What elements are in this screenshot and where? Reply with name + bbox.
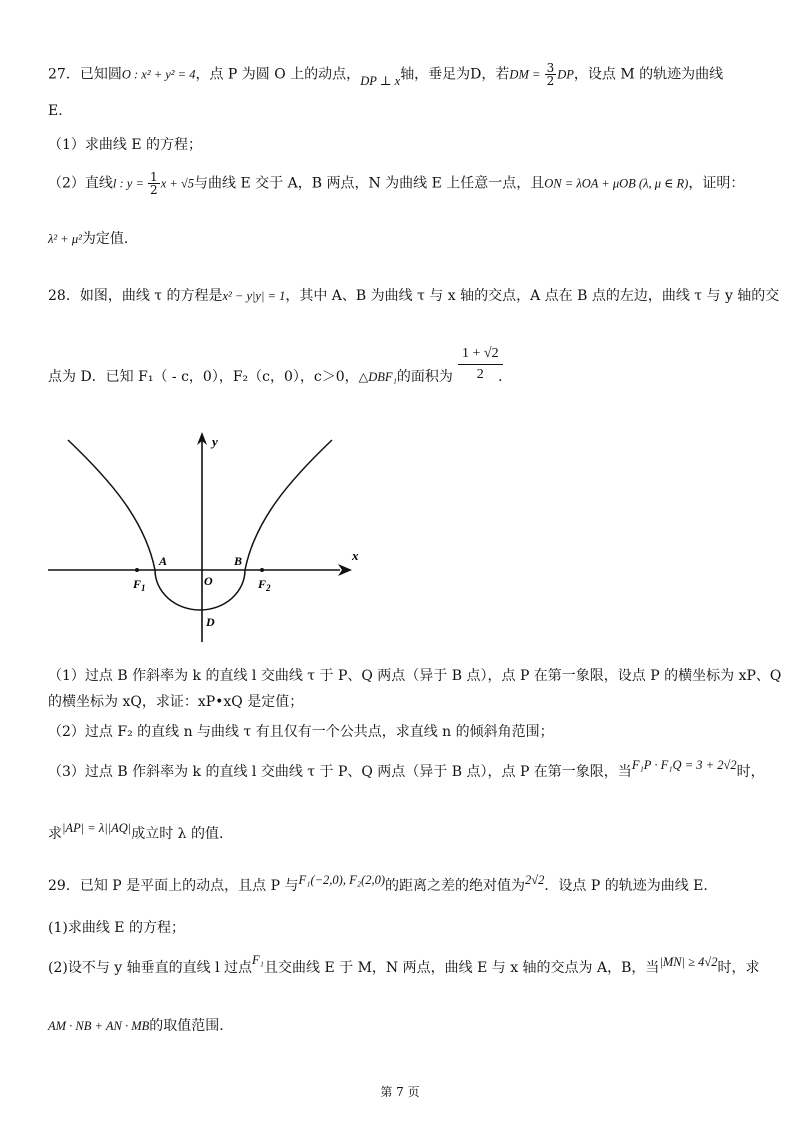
q29-text-a: 29．已知 P 是平面上的动点，且点 P 与: [48, 878, 299, 894]
perp-condition: DP ⊥ x: [360, 73, 401, 88]
circle-equation: O : x² + y² = 4: [121, 67, 196, 82]
q27-p2-text-a: （2）直线: [48, 175, 113, 192]
distance: 2√2: [525, 873, 545, 887]
x-axis-arrow: [338, 564, 352, 576]
frac-num: 1: [150, 170, 158, 184]
abs-expr: |AP| = λ||AQ|: [62, 821, 132, 835]
f2-label-sub: 2: [266, 583, 271, 593]
q28-part1-b: 的横坐标为 xQ，求证：xP•xQ 是定值；: [48, 694, 304, 710]
q27-part1: （1）求曲线 E 的方程；: [48, 137, 203, 153]
area-fraction: [458, 346, 503, 383]
q29-text-b: 的距离之差的绝对值为: [385, 878, 526, 894]
q28-part3: [48, 758, 765, 782]
q27-text-c: 轴，垂足为D，若: [400, 66, 510, 83]
o-label: O: [204, 574, 213, 588]
f1-label-sub: 1: [141, 583, 146, 593]
a-label: A: [159, 554, 168, 568]
dot-product-expr: F₁P · F₁Q = 3 + 2√2: [631, 758, 737, 772]
q27-text-b: ，点 P 为圆 O 上的动点，: [195, 66, 361, 83]
d-label: D: [206, 615, 215, 629]
area-num: 1 + √2: [458, 346, 503, 365]
q29-p2-text-c: 时，求: [717, 960, 760, 976]
q28-text-d: 的面积为: [396, 369, 453, 385]
curve-left-branch: [68, 440, 155, 570]
q28-text-b: ，其中 A、B 为曲线 τ 与 x 轴的交点，A 点在 B 点的左边，曲线 τ 与 y 轴的交: [285, 288, 780, 304]
vector-equation: ON = λOA + μOB (λ, μ ∈ R): [544, 176, 689, 191]
q28-text-a: 28．如图，曲线 τ 的方程是: [48, 288, 223, 304]
q28-p3-text-c: 求: [48, 826, 62, 842]
f1-symbol: F₁: [252, 953, 265, 967]
tau-equation: x² − y|y| = 1: [222, 289, 286, 303]
q29-p2-text-d: 的取值范围.: [149, 1018, 224, 1034]
b-label: B: [234, 554, 243, 568]
q27-p2-text-b: 与曲线 E 交于 A，B 两点，N 为曲线 E 上任意一点，且: [194, 175, 545, 192]
curve-right-branch: [245, 440, 332, 570]
f1-label: [132, 577, 146, 593]
q28-text-c: 点为 D．已知 F₁（ - c，0），F₂（c，0），c＞0，: [48, 369, 359, 385]
q28-p3-text-d: 成立时 λ 的值.: [131, 826, 224, 842]
line-l-eq: l : y =: [112, 176, 148, 191]
curve-lower-arc: [155, 570, 245, 610]
q28-line2: [48, 367, 453, 387]
q27-text: 27．已知圆: [48, 66, 122, 83]
q27-p2-text-d: 为定值.: [81, 231, 129, 247]
fraction-3-2: [545, 62, 557, 87]
vector-dm: DM: [509, 67, 529, 82]
q28-part1-a: （1）过点 B 作斜率为 k 的直线 l 交曲线 τ 于 P、Q 两点（异于 B 点），点 P 在第一象限，设点 P 的横坐标为 xP、Q: [48, 668, 782, 684]
f1-point: [135, 568, 139, 572]
q28-part3-cont: [48, 821, 224, 844]
frac-den: 2: [150, 183, 158, 197]
triangle-dbf1: △DBF₁: [358, 370, 397, 384]
frac-num: 3: [546, 61, 555, 75]
period: .: [498, 369, 503, 385]
q29-p2-text-b: 且交曲线 E 于 M，N 两点，曲线 E 与 x 轴的交点为 A，B，当: [264, 960, 660, 976]
page-number: 第 7 页: [380, 1085, 420, 1099]
f1-label-main: F: [133, 577, 142, 591]
q28-part2: （2）过点 F₂ 的直线 n 与曲线 τ 有且仅有一个公共点，求直线 n 的倾斜角范围；: [48, 724, 554, 740]
fraction-1-2: [148, 171, 160, 196]
area-den: 2: [476, 367, 484, 382]
equals: =: [528, 67, 544, 82]
q29-p2-text-a: (2)设不与 y 轴垂直的直线 l 过点: [48, 960, 253, 976]
f2-label-main: F: [258, 577, 267, 591]
q29-line1: [48, 873, 708, 896]
q29-part1: (1)求曲线 E 的方程；: [48, 920, 185, 936]
foci: F₁(−2,0), F₂(2,0): [298, 873, 386, 887]
mn-condition: |MN| ≥ 4√2: [659, 955, 718, 969]
q27-part2-cont: [48, 229, 128, 249]
q27-text-d: ，设点 M 的轨迹为曲线: [573, 66, 724, 83]
y-label: y: [212, 434, 218, 449]
x-label: x: [352, 548, 359, 563]
dot-sum-expr: AM · NB + AN · MB: [48, 1019, 150, 1033]
q28-line1: [48, 286, 779, 306]
q29-text-c: ．设点 P 的轨迹为曲线 E.: [544, 878, 708, 894]
f2-point: [260, 568, 264, 572]
q28-p3-text-b: 时，: [736, 764, 765, 780]
f2-label: [257, 577, 271, 593]
frac-den: 2: [546, 74, 555, 88]
vector-dp: DP: [557, 67, 574, 82]
q28-p3-text-a: （3）过点 B 作斜率为 k 的直线 l 交曲线 τ 于 P、Q 两点（异于 B 点），点 P 在第一象限，当: [48, 764, 632, 780]
q29-part2-cont: [48, 1016, 224, 1036]
q27-line1: [48, 62, 723, 87]
line-l-rest: x + √5: [160, 176, 195, 191]
curve-graph: [40, 430, 370, 645]
lambda-mu: λ² + μ²: [48, 232, 82, 246]
q27-line2: E.: [48, 103, 63, 119]
q27-p2-text-c: ，证明：: [688, 175, 745, 192]
q27-part2: [48, 171, 744, 196]
q29-part2: [48, 953, 760, 978]
